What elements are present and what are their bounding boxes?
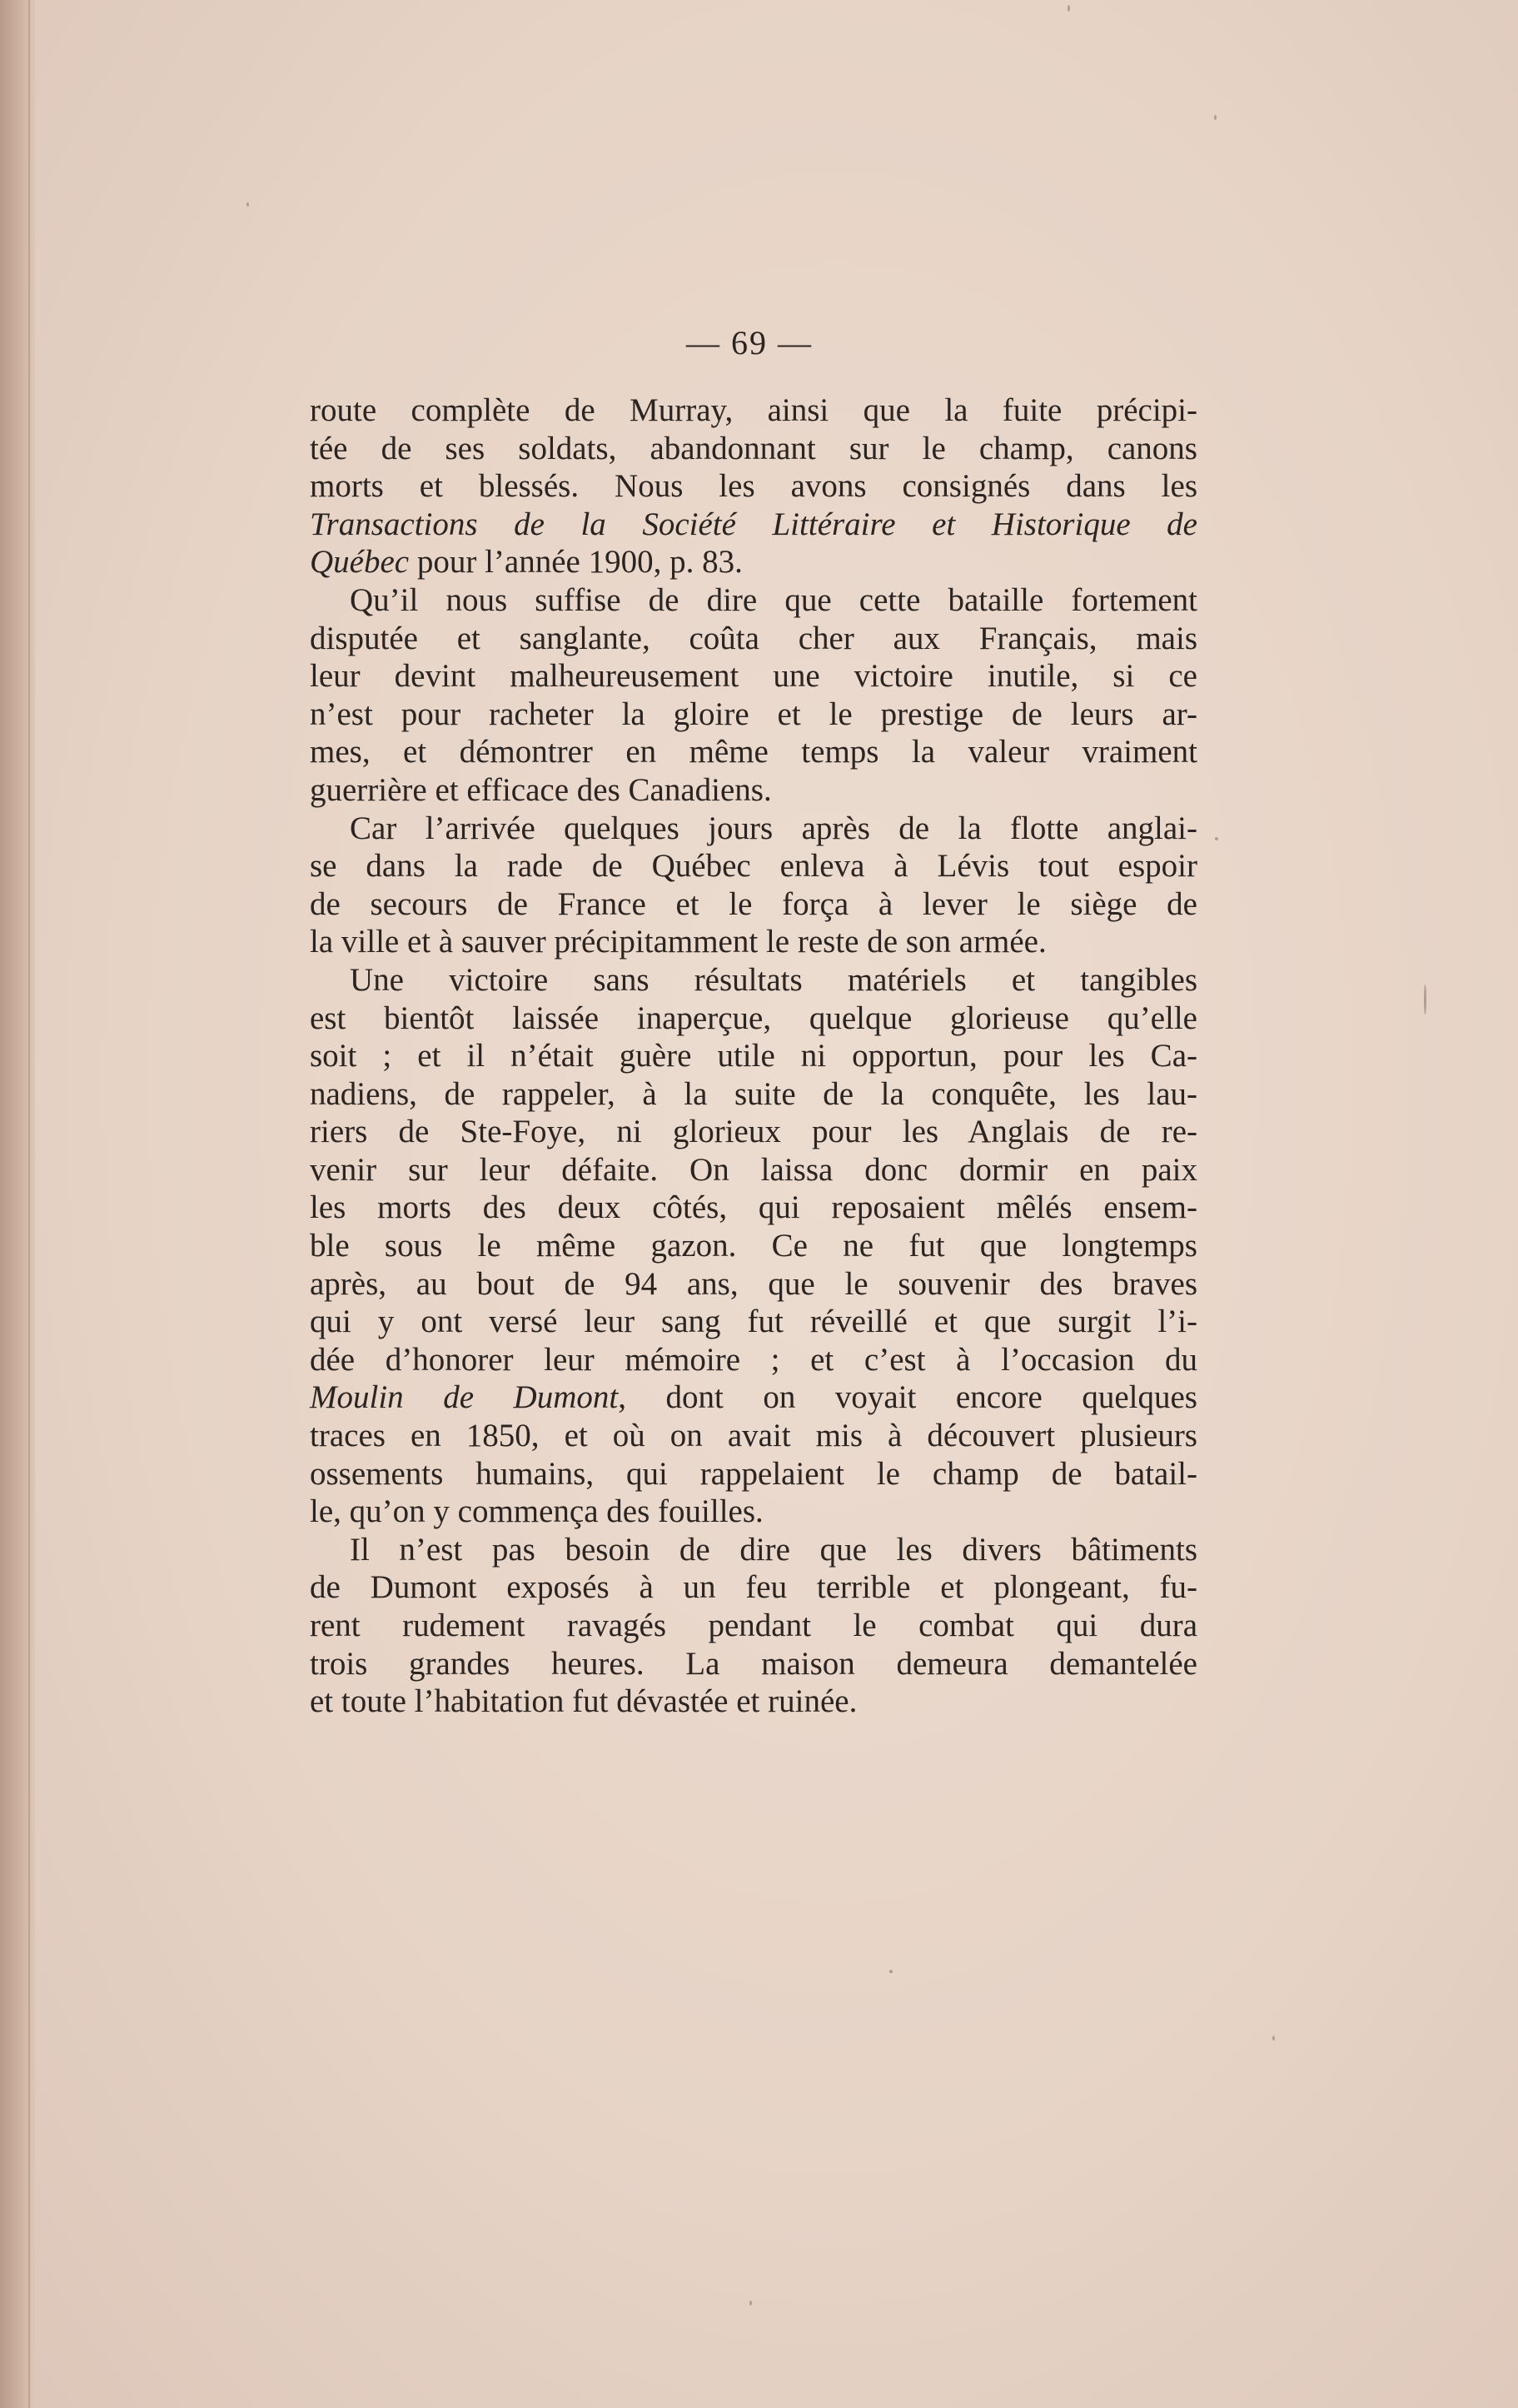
paper-speck <box>1215 837 1218 840</box>
italic-title: Transactions de la Société Littéraire et Historique de <box>310 506 1197 542</box>
text-line <box>310 1378 1197 1417</box>
text-line: rent rudement ravagés pendant le combat qui dura <box>310 1608 1197 1643</box>
text-line-part: pour l’année 1900, p. 83. <box>409 544 743 581</box>
text-line: la ville et à sauver précipitamment le reste de son armée. <box>310 924 1047 960</box>
text-line: Il n’est pas besoin de dire que les divers bâtiments <box>350 1531 1197 1568</box>
text-line: soit ; et il n’était guère utile ni opportun, pour les Ca- <box>310 1038 1197 1074</box>
gutter-line <box>28 0 30 2408</box>
text-line: mes, et démontrer en même temps la valeur vraiment <box>310 734 1197 770</box>
text-line: morts et blessés. Nous les avons consignés dans les <box>310 468 1197 505</box>
text-line: ossements humains, qui rappelaient le champ de batail- <box>310 1455 1197 1492</box>
paper-speck <box>749 2301 752 2306</box>
paper-speck <box>1424 985 1426 1015</box>
text-line: Qu’il nous suffise de dire que cette bataille fortement <box>350 581 1197 618</box>
paper-speck <box>889 1970 893 1973</box>
text-line: traces en 1850, et où on avait mis à découvert plusieurs <box>310 1418 1197 1454</box>
paper-speck <box>1068 5 1070 12</box>
text-line: et toute l’habitation fut dévastée et ruinée. <box>310 1683 858 1720</box>
paper-speck <box>1214 115 1217 120</box>
text-line: trois grandes heures. La maison demeura demantelée <box>310 1645 1197 1682</box>
text-line: dée d’honorer leur mémoire ; et c’est à l’occasion du <box>310 1341 1197 1378</box>
text-line: guerrière et efficace des Canadiens. <box>310 771 772 808</box>
text-line-part: , dont on voyait encore quelques <box>618 1379 1197 1416</box>
text-line: leur devint malheureusement une victoire inutile, si ce <box>310 658 1197 695</box>
text-line: ble sous le même gazon. Ce ne fut que longtemps <box>310 1228 1197 1264</box>
text-line <box>310 543 1197 581</box>
text-line: n’est pour racheter la gloire et le prestige de leurs ar- <box>310 695 1197 732</box>
text-line: de secours de France et le força à lever le siège de <box>310 885 1197 922</box>
text-line: les morts des deux côtés, qui reposaient mêlés ensem- <box>310 1189 1197 1226</box>
italic-title: Québec <box>310 544 410 581</box>
text-line <box>310 506 1197 544</box>
text-line: Une victoire sans résultats matériels et tangibles <box>350 961 1197 998</box>
text-line: tée de ses soldats, abandonnant sur le champ, canons <box>310 430 1197 466</box>
text-line: riers de Ste-Foye, ni glorieux pour les Anglais de re- <box>310 1114 1197 1150</box>
text-line: route complète de Murray, ainsi que la fuite précipi- <box>310 392 1197 428</box>
text-line: nadiens, de rappeler, à la suite de la conquête, les lau- <box>310 1075 1197 1112</box>
text-line: se dans la rade de Québec enleva à Lévis tout espoir <box>310 848 1197 885</box>
page-number: — 69 — <box>686 324 813 361</box>
paper-speck <box>1272 2036 1275 2041</box>
text-line: venir sur leur défaite. On laissa donc dormir en paix <box>310 1151 1197 1188</box>
italic-title: Moulin de Dumont <box>310 1379 619 1416</box>
text-line: disputée et sanglante, coûta cher aux Français, mais <box>310 620 1197 656</box>
text-line: après, au bout de 94 ans, que le souvenir des braves <box>310 1265 1197 1302</box>
text-line: le, qu’on y commença des fouilles. <box>310 1493 764 1530</box>
paper-speck <box>246 202 249 207</box>
text-line: qui y ont versé leur sang fut réveillé et que surgit l’i- <box>310 1304 1197 1340</box>
text-line: Car l’arrivée quelques jours après de la flotte anglai- <box>350 810 1197 846</box>
text-line: est bientôt laissée inaperçue, quelque glorieuse qu’elle <box>310 1000 1197 1036</box>
text-line: de Dumont exposés à un feu terrible et plongeant, fu- <box>310 1569 1197 1606</box>
body-text <box>310 391 1197 1721</box>
